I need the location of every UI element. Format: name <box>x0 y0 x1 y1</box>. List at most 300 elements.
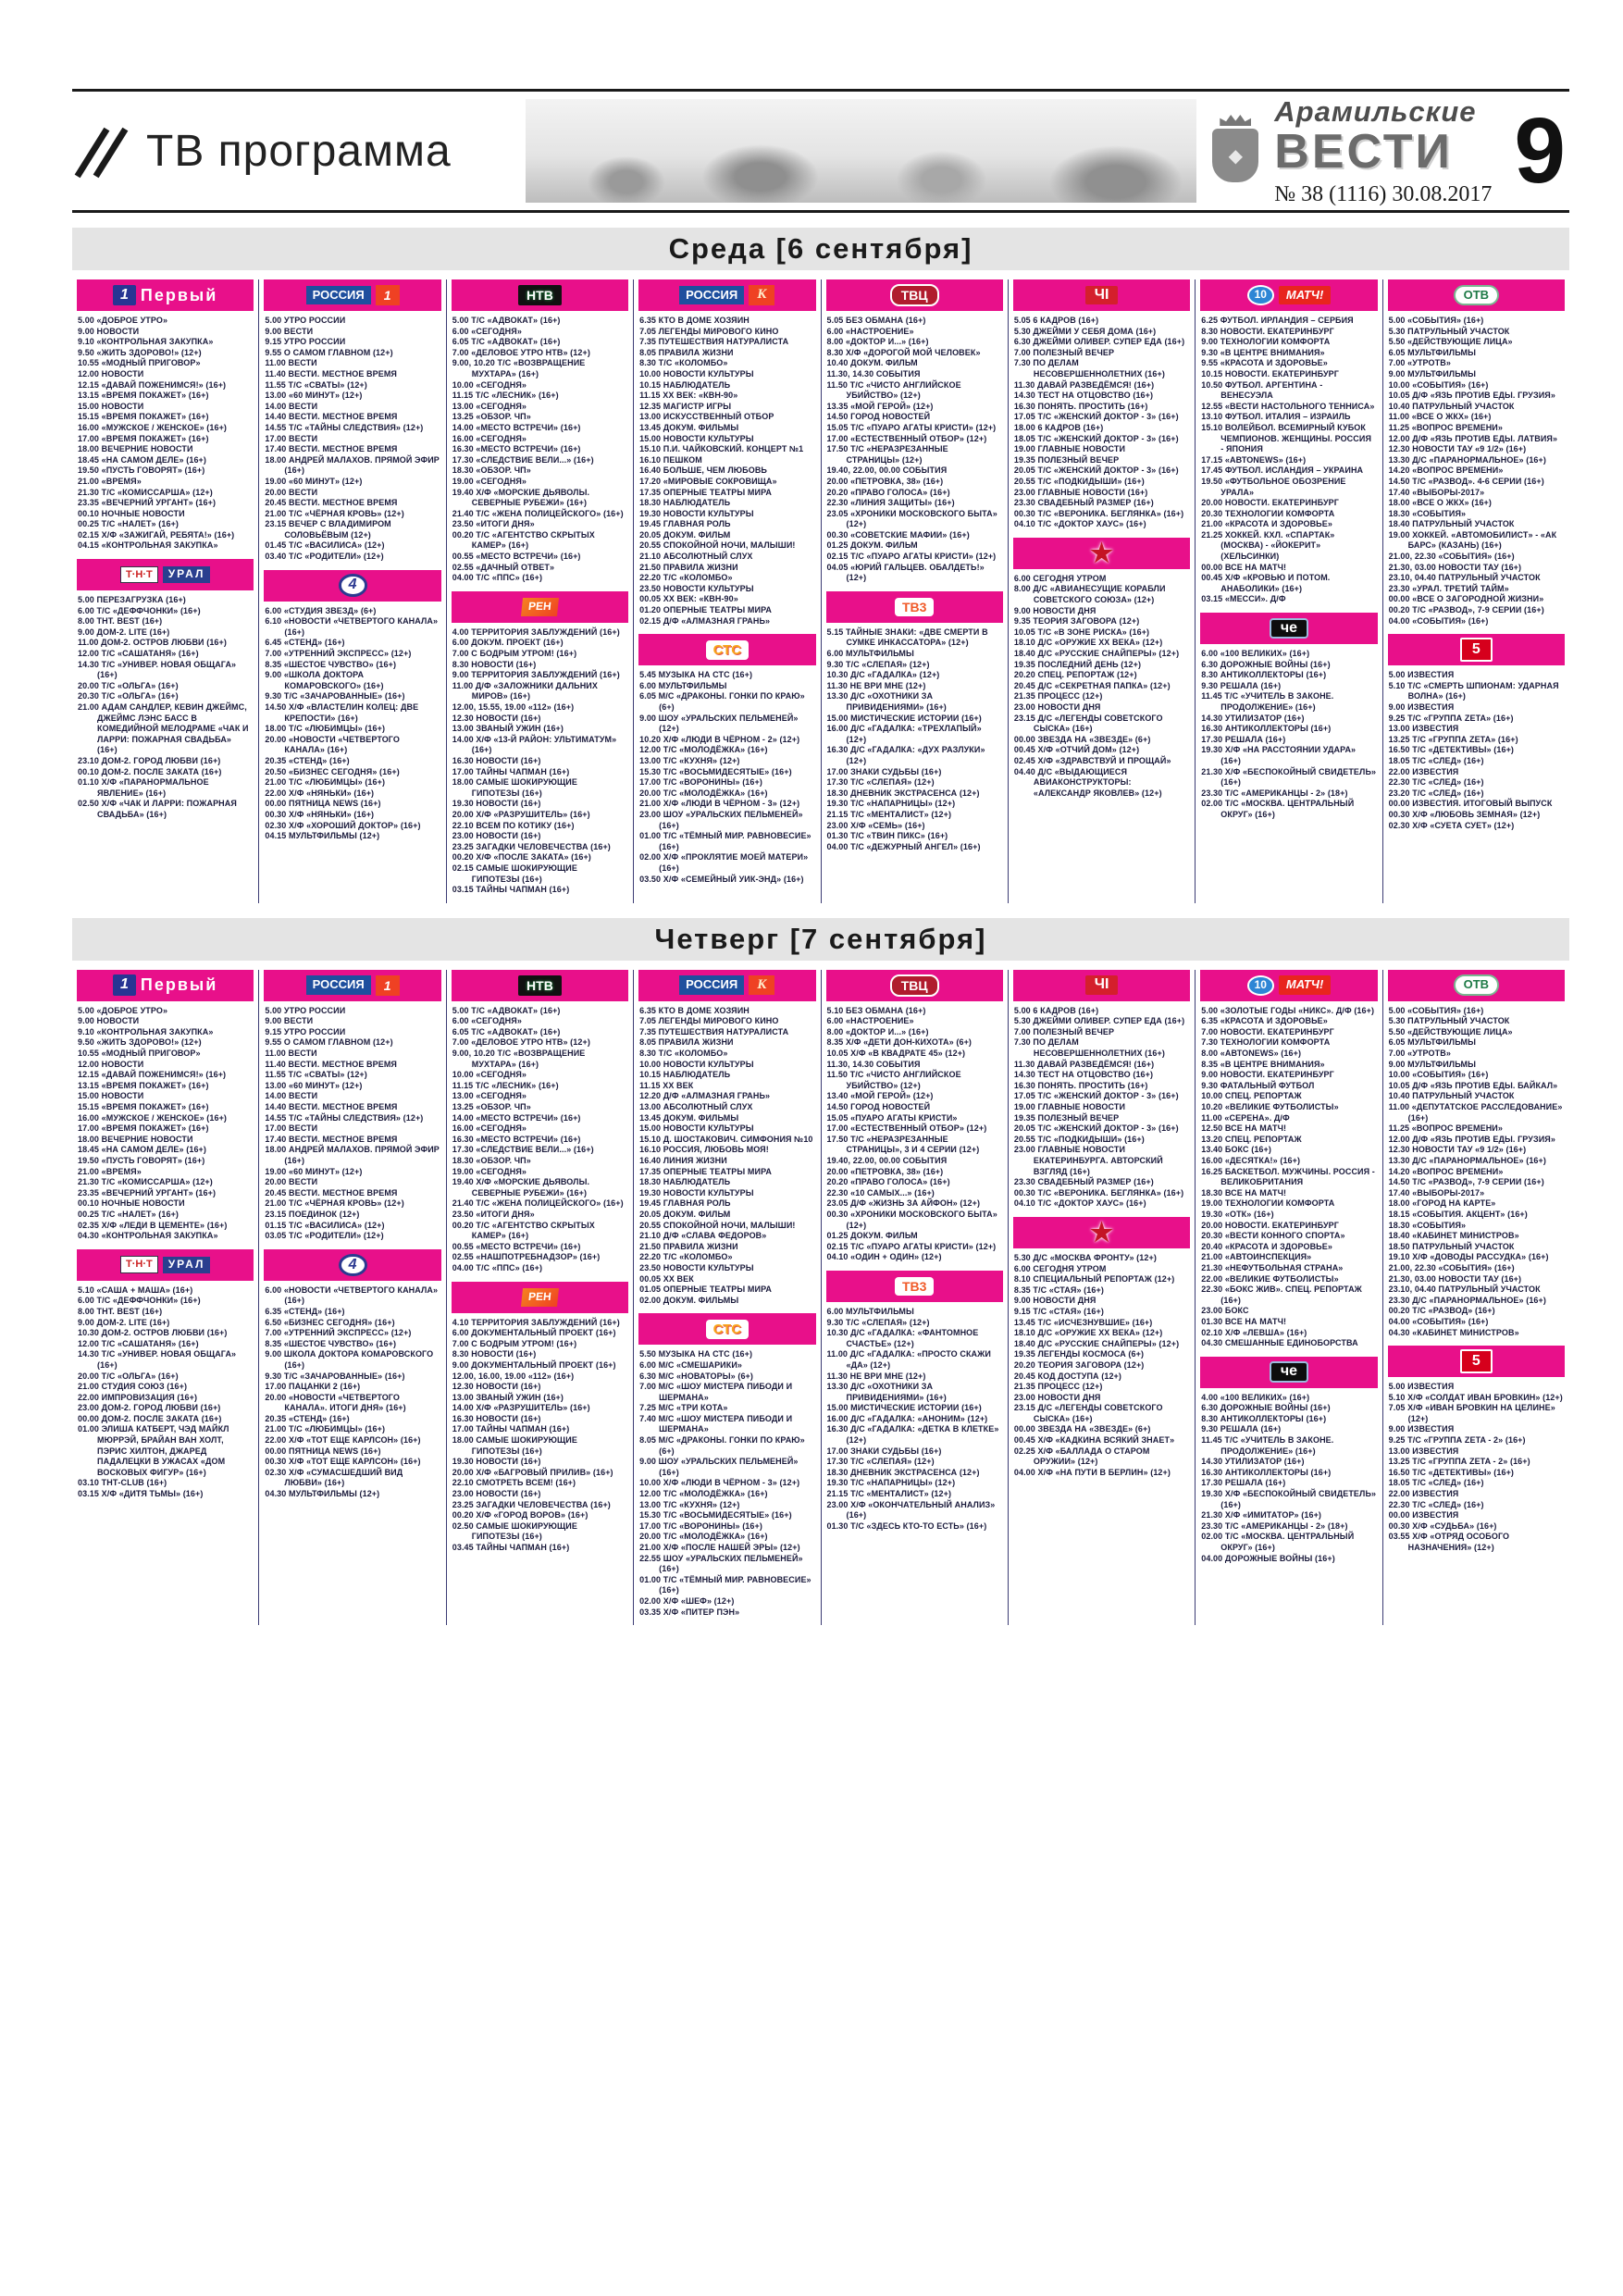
program-listing <box>264 606 440 842</box>
program-entry: 16.30 «МЕСТО ВСТРЕЧИ» (16+) <box>452 444 581 454</box>
program-entry: 02.00 Х/Ф «ШЕФ» (12+) <box>639 1595 735 1606</box>
program-entry: 6.00 ДОКУМЕНТАЛЬНЫЙ ПРОЕКТ (16+) <box>452 1328 616 1338</box>
program-entry: 20.05 Т/С «ЖЕНСКИЙ ДОКТОР - 3» (16+) <box>1013 1123 1179 1134</box>
program-entry: 17.35 ОПЕРНЫЕ ТЕАТРЫ МИРА <box>639 487 772 497</box>
program-entry: 11.15 XX ВЕК <box>639 1080 694 1090</box>
program-entry: 21.30 Х/Ф «БЕСПОКОЙНЫЙ СВИДЕТЕЛЬ» (16+) <box>1201 766 1377 788</box>
program-entry: 00.20 Х/Ф «ГОРОД ВОРОВ» (16+) <box>452 1510 588 1520</box>
program-entry: 16.30 АНТИКОЛЛЕКТОРЫ (16+) <box>1201 1467 1332 1477</box>
program-entry: 14.30 Т/С «УНИВЕР. НОВАЯ ОБЩАГА» (16+) <box>78 659 237 680</box>
program-entry: 5.00 УТРО РОССИИ <box>265 1005 346 1015</box>
program-entry: 19.35 ПОЛЕЗНЫЙ ВЕЧЕР <box>1013 1112 1120 1123</box>
program-listing <box>826 1006 1003 1263</box>
shield-icon: ◆ <box>1212 129 1258 182</box>
program-entry: 15.10 П.И. ЧАЙКОВСКИЙ. КОНЦЕРТ №1 <box>639 444 804 454</box>
program-entry: 13.45 Т/С «ИСЧЕЗНУВШИЕ» (16+) <box>1013 1317 1153 1327</box>
program-entry: 13.00 АБСОЛЮТНЫЙ СЛУХ <box>639 1102 753 1112</box>
program-entry: 14.00 «МЕСТО ВСТРЕЧИ» (16+) <box>452 422 581 432</box>
channel-column <box>821 970 1008 1625</box>
program-entry: 7.25 М/С «ТРИ КОТА» <box>639 1403 728 1413</box>
program-entry: 7.35 ПУТЕШЕСТВИЯ НАТУРАЛИСТА <box>639 337 789 347</box>
program-entry: 13.30 Д/С «ПАРАНОРМАЛЬНОЕ» (16+) <box>1388 454 1546 465</box>
program-listing <box>1013 574 1190 799</box>
program-entry: 14.00 ВЕСТИ <box>265 401 318 411</box>
program-entry: 18.00 «ГОРОД НА КАРТЕ» <box>1388 1198 1496 1209</box>
program-entry: 12.55 «ВЕСТИ НАСТОЛЬНОГО ТЕННИСА» <box>1201 401 1375 411</box>
program-entry: 7.00 С БОДРЫМ УТРОМ! (16+) <box>452 1338 577 1348</box>
program-entry: 17.00 Т/С «ВОРОНИНЫ» (16+) <box>639 777 762 788</box>
program-entry: 9.00 НОВОСТИ <box>78 1016 140 1026</box>
program-entry: 11.40 ВЕСТИ. МЕСТНОЕ ВРЕМЯ <box>265 368 397 379</box>
program-entry: 9.00, 10.20 Т/С «ВОЗВРАЩЕНИЕ МУХТАРА» (16+) <box>452 358 586 379</box>
program-entry: 15.05 «ПУАРО АГАТЫ КРИСТИ» <box>826 1112 958 1123</box>
program-entry: 17.40 «ВЫБОРЫ-2017» <box>1388 487 1485 497</box>
program-listing <box>1388 670 1565 831</box>
program-entry: 22.00 Х/Ф «ТОТ ЕЩЕ КАРЛСОН» (16+) <box>265 1435 421 1446</box>
channel-header <box>826 970 1003 1001</box>
program-entry: 10.05 Х/Ф «В КВАДРАТЕ 45» (12+) <box>826 1049 966 1059</box>
program-entry: 9.00 НОВОСТИ ДНЯ <box>1013 605 1096 615</box>
channel-logo: РОССИЯ <box>306 286 371 305</box>
program-entry: 13.00 «СЕГОДНЯ» <box>452 401 527 411</box>
program-entry: 19.30 НОВОСТИ (16+) <box>452 799 541 809</box>
channel-logo: Т·Н·Т <box>120 1256 158 1273</box>
channel-logo: 1 <box>113 285 136 305</box>
program-entry: 02.25 Х/Ф «БАЛЛАДА О СТАРОМ ОРУЖИИ» (12+) <box>1013 1446 1150 1467</box>
program-entry: 10.00 НОВОСТИ КУЛЬТУРЫ <box>639 368 754 379</box>
channel-section <box>1013 538 1190 799</box>
program-entry: 22.30 «БОКС ЖИВ». СПЕЦ. РЕПОРТАЖ (16+) <box>1201 1285 1362 1305</box>
program-entry: 5.45 МУЗЫКА НА СТС (16+) <box>639 670 753 680</box>
program-listing <box>77 1006 254 1242</box>
program-entry: 14.50 ГОРОД НОВОСТЕЙ <box>826 1102 931 1112</box>
program-entry: 10.15 НОВОСТИ. ЕКАТЕРИНБУРГ <box>1201 368 1339 379</box>
program-entry: 7.35 ПУТЕШЕСТВИЯ НАТУРАЛИСТА <box>639 1026 789 1036</box>
program-entry: 11.00 Д/С «ГАДАЛКА: «ПРОСТО СКАЖИ «ДА» (12+) <box>826 1349 991 1370</box>
program-entry: 02.35 Х/Ф «ЛЕДИ В ЦЕМЕНТЕ» (16+) <box>78 1220 228 1230</box>
program-entry: 19.35 ПОЛЕЗНЫЙ ВЕЧЕР <box>1013 454 1120 465</box>
channel-logo: 5 <box>1460 638 1493 662</box>
program-entry: 13.20 СПЕЦ. РЕПОРТАЖ <box>1201 1134 1302 1144</box>
program-entry: 19.30 Т/С «НАПАРНИЦЫ» (12+) <box>826 799 956 809</box>
program-entry: 18.05 Т/С «ЖЕНСКИЙ ДОКТОР - 3» (16+) <box>1013 433 1179 443</box>
program-entry: 11.45 Т/С «УЧИТЕЛЬ В ЗАКОНЕ. ПРОДОЛЖЕНИЕ» (16+) <box>1201 691 1334 712</box>
program-entry: 19.00 «60 МИНУТ» (12+) <box>265 1166 363 1176</box>
program-entry: 7.00 М/С «ШОУ МИСТЕРА ПИБОДИ И ШЕРМАНА» <box>639 1382 793 1402</box>
program-entry: 11.00 Д/Ф «ЗАЛОЖНИКИ ДАЛЬНИХ МИРОВ» (16+) <box>452 680 598 701</box>
masthead <box>72 89 1569 213</box>
program-entry: 8.00 ТНТ. BEST (16+) <box>78 1306 163 1316</box>
program-entry: 10.00 Х/Ф «ЛЮДИ В ЧЁРНОМ - 3» (12+) <box>639 1478 800 1488</box>
channel-section <box>1013 279 1190 530</box>
program-entry: 11.00 «СЕРЕНА». Д/Ф <box>1201 1112 1290 1123</box>
program-entry: 14.50 Т/С «РАЗВОД», 7-9 СЕРИИ (16+) <box>1388 1177 1544 1187</box>
program-entry: 17.00 Т/С «ВОРОНИНЫ» (16+) <box>639 1520 762 1531</box>
program-entry: 6.05 МУЛЬТФИЛЬМЫ <box>1388 347 1477 357</box>
program-entry: 13.00 «60 МИНУТ» (12+) <box>265 391 363 401</box>
program-listing <box>264 316 440 563</box>
channel-section <box>77 1249 254 1500</box>
program-entry: 9.10 «КОНТРОЛЬНАЯ ЗАКУПКА» <box>78 337 214 347</box>
program-entry: 9.00 ТЕРРИТОРИЯ ЗАБЛУЖДЕНИЙ (16+) <box>452 670 620 680</box>
channel-logo: Т·Н·Т <box>120 566 158 584</box>
program-entry: 01.15 Т/С «ВАСИЛИСА» (12+) <box>265 1220 385 1230</box>
day-section <box>72 918 1569 1625</box>
program-entry: 14.30 ТЕСТ НА ОТЦОВСТВО (16+) <box>1013 1070 1154 1080</box>
program-entry: 10.40 ПАТРУЛЬНЫЙ УЧАСТОК <box>1388 1091 1515 1101</box>
program-entry: 20.00 ВЕСТИ <box>265 1177 318 1187</box>
program-entry: 18.00 ВЕЧЕРНИЕ НОВОСТИ <box>78 444 193 454</box>
program-listing <box>638 1349 815 1618</box>
program-entry: 8.30 Т/С «КОЛОМБО» <box>639 1049 728 1059</box>
program-entry: 5.00 «СОБЫТИЯ» (16+) <box>1388 316 1484 325</box>
program-entry: 8.05 ПРАВИЛА ЖИЗНИ <box>639 347 734 357</box>
channel-logo: ТВЦ <box>890 284 939 306</box>
program-entry: 20.55 СПОКОЙНОЙ НОЧИ, МАЛЫШИ! <box>639 1220 796 1230</box>
program-entry: 6.00 «СЕГОДНЯ» <box>452 1016 522 1026</box>
channel-section <box>1388 634 1565 831</box>
program-entry: 00.45 Х/Ф «КАДКИНА ВСЯКИЙ ЗНАЕТ» <box>1013 1435 1175 1446</box>
program-entry: 18.40 «КАБИНЕТ МИНИСТРОВ» <box>1388 1231 1519 1241</box>
channel-header <box>1388 1346 1565 1377</box>
program-entry: 16.40 БОЛЬШЕ, ЧЕМ ЛЮБОВЬ <box>639 465 767 476</box>
program-entry: 21.25 ХОККЕЙ. КХЛ. «СПАРТАК» (МОСКВА) - «ЙОКЕРИТ» (ХЕЛЬСИНКИ) <box>1201 529 1335 562</box>
channel-header <box>452 279 628 311</box>
program-listing <box>638 1006 815 1307</box>
program-entry: 10.00 «СОБЫТИЯ» (16+) <box>1388 1070 1489 1080</box>
program-entry: 02.55 «ДАЧНЫЙ ОТВЕТ» <box>452 562 555 572</box>
channel-header <box>264 279 440 311</box>
program-entry: 19.40 Х/Ф «МОРСКИЕ ДЬЯВОЛЫ. СЕВЕРНЫЕ РУБЕЖИ» (16+) <box>452 1177 590 1198</box>
channel-header <box>77 970 254 1001</box>
program-entry: 16.25 БАСКЕТБОЛ. МУЖЧИНЫ. РОССИЯ - ВЕЛИКОБРИТАНИЯ <box>1201 1166 1375 1187</box>
program-entry: 17.00 ПАЦАНКИ 2 (16+) <box>265 1382 361 1392</box>
program-entry: 21.30 «НЕФУТБОЛЬНАЯ СТРАНА» <box>1201 1262 1344 1272</box>
program-entry: 19.40 Х/Ф «МОРСКИЕ ДЬЯВОЛЫ. СЕВЕРНЫЕ РУБЕЖИ» (16+) <box>452 487 590 508</box>
program-entry: 22.20 Т/С «КОЛОМБО» <box>639 573 733 583</box>
channel-logo: 10 <box>1247 285 1274 305</box>
channel-header <box>638 279 815 311</box>
program-entry: 02.15 Т/С «ПУАРО АГАТЫ КРИСТИ» (12+) <box>826 552 997 562</box>
channel-logo: НТВ <box>518 285 562 305</box>
channel-section <box>1200 1357 1377 1565</box>
program-entry: 20.00 «НОВОСТИ «ЧЕТВЕРТОГО КАНАЛА» (16+) <box>265 734 400 755</box>
program-entry: 9.25 Т/С «ГРУППА ZETA» (16+) <box>1388 713 1514 723</box>
program-entry: 8.35 «ШЕСТОЕ ЧУВСТВО» (16+) <box>265 659 397 669</box>
program-entry: 13.00 ЗВАНЫЙ УЖИН (16+) <box>452 1392 564 1402</box>
program-entry: 14.00 ВЕСТИ <box>265 1091 318 1101</box>
channel-logo: Первый <box>140 975 218 995</box>
program-entry: 13.00 «СЕГОДНЯ» <box>452 1091 527 1101</box>
program-entry: 11.25 «ВОПРОС ВРЕМЕНИ» <box>1388 422 1503 432</box>
program-entry: 18.40 Д/С «РУССКИЕ СНАЙПЕРЫ» (12+) <box>1013 649 1180 659</box>
program-entry: 17.45 ФУТБОЛ. ИСЛАНДИЯ – УКРАИНА <box>1201 465 1364 476</box>
program-entry: 8.30 Т/С «КОЛОМБО» <box>639 358 728 368</box>
channel-header <box>826 279 1003 311</box>
program-entry: 23.30 Д/С «ПАРАНОРМАЛЬНОЕ» (16+) <box>1388 1295 1546 1305</box>
program-entry: 00.30 Х/Ф «ТОТ ЕЩЕ КАРЛСОН» (16+) <box>265 1457 421 1467</box>
program-listing <box>77 595 254 820</box>
program-entry: 19.00 «СЕГОДНЯ» <box>452 1166 527 1176</box>
program-entry: 21.35 ПРОЦЕСС (12+) <box>1013 1382 1103 1392</box>
program-listing <box>452 1318 628 1554</box>
program-entry: 6.35 КТО В ДОМЕ ХОЗЯИН <box>639 316 750 325</box>
channel-section <box>1388 1346 1565 1554</box>
program-entry: 16.30 Д/С «ГАДАЛКА: «ДУХ РАЗЛУКИ» (12+) <box>826 745 985 765</box>
program-entry: 01.10 Х/Ф «ПАРАНОРМАЛЬНОЕ ЯВЛЕНИЕ» (16+) <box>78 777 209 798</box>
program-entry: 22.00 ИЗВЕСТИЯ <box>1388 766 1459 776</box>
channel-section <box>264 970 440 1242</box>
program-entry: 18.50 ПАТРУЛЬНЫЙ УЧАСТОК <box>1388 1241 1515 1251</box>
program-listing <box>638 316 815 627</box>
program-entry: 23.00 НОВОСТИ ДНЯ <box>1013 1392 1101 1402</box>
program-entry: 17.40 ВЕСТИ. МЕСТНОЕ ВРЕМЯ <box>265 1134 398 1144</box>
program-entry: 01.30 Т/С «ЗДЕСЬ КТО-ТО ЕСТЬ» (16+) <box>826 1520 987 1531</box>
program-entry: 20.00 Т/С «МОЛОДЁЖКА» (16+) <box>639 788 768 798</box>
program-entry: 04.30 «КОНТРОЛЬНАЯ ЗАКУПКА» <box>78 1231 218 1241</box>
program-entry: 02.15 Т/С «ПУАРО АГАТЫ КРИСТИ» (12+) <box>826 1241 997 1251</box>
program-entry: 6.00 Т/С «ДЕФФЧОНКИ» (16+) <box>78 605 201 615</box>
program-entry: 21.00 Х/Ф «ЛЮДИ В ЧЁРНОМ - 3» (12+) <box>639 799 800 809</box>
tv-program-icon <box>78 121 130 180</box>
photo-strip <box>526 99 1196 203</box>
channel-header <box>826 591 1003 623</box>
program-entry: 6.05 Т/С «АДВОКАТ» (16+) <box>452 337 561 347</box>
program-entry: 21.00 «АВТОИНСПЕКЦИЯ» <box>1201 1252 1312 1262</box>
program-entry: 5.10 БЕЗ ОБМАНА (16+) <box>826 1005 926 1015</box>
program-entry: 7.05 ЛЕГЕНДЫ МИРОВОГО КИНО <box>639 1016 779 1026</box>
channel-section <box>826 591 1003 852</box>
program-entry: 03.05 Т/С «РОДИТЕЛИ» (12+) <box>265 1231 384 1241</box>
program-entry: 04.10 «ОДИН + ОДИН» (12+) <box>826 1252 942 1262</box>
channel-header <box>1013 538 1190 569</box>
program-entry: 18.45 «НА САМОМ ДЕЛЕ» (16+) <box>78 1145 206 1155</box>
program-entry: 8.05 ПРАВИЛА ЖИЗНИ <box>639 1037 734 1048</box>
channel-logo: РОССИЯ <box>679 286 744 305</box>
program-entry: 12.00 НОВОСТИ <box>78 368 144 379</box>
program-entry: 23.20 Т/С «СЛЕД» (16+) <box>1388 788 1484 798</box>
channel-header <box>1200 613 1377 644</box>
program-entry: 00.00 ПЯТНИЦА NEWS (16+) <box>265 1446 381 1456</box>
program-listing <box>1013 1253 1190 1478</box>
program-entry: 04.15 МУЛЬТФИЛЬМЫ (12+) <box>265 831 380 841</box>
program-entry: 16.00 «ДЕСЯТКА!» (16+) <box>1201 1156 1301 1165</box>
program-listing <box>264 1285 440 1500</box>
program-entry: 6.00 «НАСТРОЕНИЕ» <box>826 1016 914 1026</box>
channel-header <box>638 970 815 1001</box>
program-entry: 21.35 ПРОЦЕСС (12+) <box>1013 691 1103 701</box>
program-entry: 11.30 ДАВАЙ РАЗВЕДЁМСЯ! (16+) <box>1013 1059 1155 1069</box>
program-listing <box>264 1006 440 1242</box>
channel-section <box>826 1271 1003 1532</box>
program-entry: 00.45 Х/Ф «ОТЧИЙ ДОМ» (12+) <box>1013 745 1140 755</box>
program-entry: 10.50 ФУТБОЛ. АРГЕНТИНА - ВЕНЕСУЭЛА <box>1201 379 1323 401</box>
program-entry: 6.25 ФУТБОЛ. ИРЛАНДИЯ – СЕРБИЯ <box>1201 316 1354 325</box>
program-entry: 5.30 ПАТРУЛЬНЫЙ УЧАСТОК <box>1388 326 1510 336</box>
channel-logo: ЧI <box>1085 286 1119 304</box>
channel-logo: 4 <box>339 1254 367 1276</box>
program-entry: 00.00 ДОМ-2. ПОСЛЕ ЗАКАТА (16+) <box>78 1413 222 1423</box>
program-entry: 8.05 М/С «ДРАКОНЫ. ГОНКИ ПО КРАЮ» (6+) <box>639 1435 805 1456</box>
channel-logo: 1 <box>376 975 400 996</box>
program-entry: 23.30 СВАДЕБНЫЙ РАЗМЕР (16+) <box>1013 498 1154 508</box>
program-listing <box>638 670 815 885</box>
program-entry: 18.00 Т/С «ЛЮБИМЦЫ» (16+) <box>265 724 386 734</box>
program-entry: 14.30 УТИЛИЗАТОР (16+) <box>1201 713 1305 723</box>
channel-column <box>446 970 633 1625</box>
program-entry: 23.25 ЗАГАДКИ ЧЕЛОВЕЧЕСТВА (16+) <box>452 841 611 851</box>
program-entry: 23.50 НОВОСТИ КУЛЬТУРЫ <box>639 1262 754 1272</box>
program-listing <box>77 316 254 552</box>
program-entry: 04.00 Т/С «ППС» (16+) <box>452 1262 543 1272</box>
program-entry: 7.00 «ДЕЛОВОЕ УТРО НТВ» (12+) <box>452 347 590 357</box>
program-entry: 00.55 «МЕСТО ВСТРЕЧИ» (16+) <box>452 1241 581 1251</box>
program-entry: 17.50 Т/С «НЕРАЗРЕЗАННЫЕ СТРАНИЦЫ», 3 И 4 СЕРИИ (12+) <box>826 1134 980 1155</box>
program-entry: 00.20 Т/С «АГЕНТСТВО СКРЫТЫХ КАМЕР» (16+) <box>452 1220 595 1241</box>
program-entry: 9.00 ВЕСТИ <box>265 326 314 336</box>
program-entry: 20.35 «СТЕНД» (16+) <box>265 1413 350 1423</box>
program-entry: 22.10 СМОТРЕТЬ ВСЕМ! (16+) <box>452 1478 576 1488</box>
program-entry: 02.30 Х/Ф «ХОРОШИЙ ДОКТОР» (16+) <box>265 820 421 830</box>
program-entry: 00.45 Х/Ф «КРОВЬЮ И ПОТОМ. АНАБОЛИКИ» (16+) <box>1201 573 1331 593</box>
channel-header <box>77 1249 254 1281</box>
program-entry: 16.30 «МЕСТО ВСТРЕЧИ» (16+) <box>452 1134 581 1144</box>
program-entry: 19.45 ГЛАВНАЯ РОЛЬ <box>639 1198 731 1209</box>
program-entry: 5.00 ИЗВЕСТИЯ <box>1388 1382 1455 1392</box>
program-entry: 20.30 Т/С «ОЛЬГА» (16+) <box>78 691 179 701</box>
program-entry: 20.00 ВЕСТИ <box>265 487 318 497</box>
program-entry: 20.05 Т/С «ЖЕНСКИЙ ДОКТОР - 3» (16+) <box>1013 465 1179 476</box>
program-entry: 23.05 «ХРОНИКИ МОСКОВСКОГО БЫТА» (12+) <box>826 508 997 529</box>
program-entry: 23.00 БОКС <box>1201 1306 1249 1316</box>
program-entry: 5.50 МУЗЫКА НА СТС (16+) <box>639 1349 753 1359</box>
program-entry: 5.10 Х/Ф «СОЛДАТ ИВАН БРОВКИН» (12+) <box>1388 1392 1563 1402</box>
program-entry: 13.00 «60 МИНУТ» (12+) <box>265 1080 363 1090</box>
channel-header <box>1013 1217 1190 1248</box>
program-entry: 13.00 Т/С «КУХНЯ» (12+) <box>639 1499 740 1509</box>
program-entry: 11.30, 14.30 СОБЫТИЯ <box>826 1059 921 1069</box>
program-entry: 17.30 «СЛЕДСТВИЕ ВЕЛИ...» (16+) <box>452 1145 594 1155</box>
program-entry: 04.05 «ЮРИЙ ГАЛЬЦЕВ. ОБАЛДЕТЬ!» (12+) <box>826 562 985 583</box>
program-entry: 16.00 Д/С «ГАДАЛКА: «АНОНИМ» (12+) <box>826 1413 988 1423</box>
program-entry: 21.00 Т/С «ЛЮБИМЦЫ» (16+) <box>265 1424 386 1434</box>
program-entry: 23.30 «УРАЛ. ТРЕТИЙ ТАЙМ» <box>1388 583 1509 593</box>
channel-logo: МАТЧ! <box>1279 975 1331 995</box>
program-entry: 20.00 «ПЕТРОВКА, 38» (16+) <box>826 1166 944 1176</box>
program-entry: 00.00 ВСЕ НА МАТЧ! <box>1201 562 1287 572</box>
program-entry: 19.50 «ПУСТЬ ГОВОРЯТ» (16+) <box>78 1156 205 1165</box>
program-entry: 18.00 АНДРЕЙ МАЛАХОВ. ПРЯМОЙ ЭФИР (16+) <box>265 454 440 476</box>
program-entry: 8.30 АНТИКОЛЛЕКТОРЫ (16+) <box>1201 1413 1327 1423</box>
program-entry: 6.30 ДОРОЖНЫЕ ВОЙНЫ (16+) <box>1201 1403 1331 1413</box>
program-entry: 21.00 «ВРЕМЯ» <box>78 476 142 486</box>
program-entry: 16.10 РОССИЯ, ЛЮБОВЬ МОЯ! <box>639 1145 769 1155</box>
program-entry: 11.50 Т/С «ЧИСТО АНГЛИЙСКОЕ УБИЙСТВО» (12+) <box>826 1070 961 1090</box>
program-entry: 12.15 «ДАВАЙ ПОЖЕНИМСЯ!» (16+) <box>78 379 227 390</box>
program-entry: 20.35 «СТЕНД» (16+) <box>265 755 350 765</box>
program-entry: 23.00 ГЛАВНЫЕ НОВОСТИ ЕКАТЕРИНБУРГА. АВТОРСКИЙ ВЗГЛЯД (16+) <box>1013 1145 1163 1176</box>
program-entry: 9.55 «КРАСОТА И ЗДОРОВЬЕ» <box>1201 358 1328 368</box>
program-entry: 18.30 ВСЕ НА МАТЧ! <box>1201 1187 1287 1198</box>
program-entry: 18.30 «СОБЫТИЯ» <box>1388 1220 1467 1230</box>
program-entry: 19.30 Х/Ф «НА РАССТОЯНИИ УДАРА» (16+) <box>1201 745 1357 765</box>
program-entry: 10.55 «МОДНЫЙ ПРИГОВОР» <box>78 358 201 368</box>
program-listing <box>1013 316 1190 530</box>
program-listing <box>77 1285 254 1500</box>
program-entry: 9.00 ИЗВЕСТИЯ <box>1388 702 1455 712</box>
program-entry: 23.00 ГЛАВНЫЕ НОВОСТИ (16+) <box>1013 487 1148 497</box>
program-entry: 17.00 ТАЙНЫ ЧАПМАН (16+) <box>452 1424 570 1434</box>
program-entry: 01.25 ДОКУМ. ФИЛЬМ <box>826 540 918 551</box>
program-entry: 03.15 ТАЙНЫ ЧАПМАН (16+) <box>452 885 570 895</box>
program-entry: 19.00 ГЛАВНЫЕ НОВОСТИ <box>1013 444 1126 454</box>
program-entry: 00.30 Х/Ф «ЛЮБОВЬ ЗЕМНАЯ» (12+) <box>1388 809 1541 819</box>
program-entry: 11.55 Т/С «СВАТЫ» (12+) <box>265 1070 367 1080</box>
program-entry: 00.30 Т/С «ВЕРОНИКА. БЕГЛЯНКА» (16+) <box>1013 1187 1184 1198</box>
program-entry: 7.00 «УТРЕННИЙ ЭКСПРЕСС» (12+) <box>265 1328 412 1338</box>
program-entry: 20.45 Д/С «СЕКРЕТНАЯ ПАПКА» (12+) <box>1013 680 1171 690</box>
program-entry: 19.00 ТЕХНОЛОГИИ КОМФОРТА <box>1201 1198 1335 1209</box>
channel-column <box>821 279 1008 903</box>
channel-header <box>1388 970 1565 1001</box>
program-entry: 18.00 «ВСЕ О ЖКХ» (16+) <box>1388 498 1493 508</box>
channel-section <box>826 970 1003 1263</box>
program-entry: 23.35 «ВЕЧЕРНИЙ УРГАНТ» (16+) <box>78 1187 217 1198</box>
channel-column <box>258 970 445 1625</box>
program-entry: 4.00 ТЕРРИТОРИЯ ЗАБЛУЖДЕНИЙ (16+) <box>452 627 620 637</box>
program-entry: 02.10 Х/Ф «ЛЕВША» (16+) <box>1201 1327 1307 1337</box>
program-entry: 14.50 ГОРОД НОВОСТЕЙ <box>826 412 931 422</box>
program-entry: 20.55 СПОКОЙНОЙ НОЧИ, МАЛЫШИ! <box>639 540 796 551</box>
program-entry: 10.00 СПЕЦ. РЕПОРТАЖ <box>1201 1091 1302 1101</box>
program-entry: 15.30 Т/С «ВОСЬМИДЕСЯТЫЕ» (16+) <box>639 766 792 776</box>
program-entry: 18.30 «ОБЗОР. ЧП» <box>452 1156 531 1165</box>
program-entry: 13.30 Д/С «ОХОТНИКИ ЗА ПРИВИДЕНИЯМИ» (16+) <box>826 1382 947 1402</box>
program-entry: 17.00 «ЕСТЕСТВЕННЫЙ ОТБОР» (12+) <box>826 1123 987 1134</box>
program-entry: 23.15 ПОЕДИНОК (12+) <box>265 1209 360 1219</box>
program-entry: 19.00 «60 МИНУТ» (12+) <box>265 476 363 486</box>
program-entry: 17.00 ВЕСТИ <box>265 1123 318 1134</box>
program-entry: 15.10 ВОЛЕЙБОЛ. ВСЕМИРНЫЙ КУБОК ЧЕМПИОНОВ. ЖЕНЩИНЫ. РОССИЯ - ЯПОНИЯ <box>1201 422 1372 454</box>
program-entry: 00.00 ИЗВЕСТИЯ. ИТОГОВЫЙ ВЫПУСК <box>1388 799 1553 809</box>
program-entry: 01.45 Т/С «ВАСИЛИСА» (12+) <box>265 540 385 551</box>
channel-logo: РЕН <box>521 1288 559 1307</box>
program-entry: 7.00 «УТРЕННИЙ ЭКСПРЕСС» (12+) <box>265 649 412 659</box>
newspaper-logo <box>1274 94 1493 206</box>
program-entry: 6.00 МУЛЬТФИЛЬМЫ <box>826 649 914 659</box>
program-entry: 12.00, 15.55, 19.00 «112» (16+) <box>452 702 575 712</box>
program-entry: 18.45 «НА САМОМ ДЕЛЕ» (16+) <box>78 454 206 465</box>
program-entry: 00.10 НОЧНЫЕ НОВОСТИ <box>78 508 185 518</box>
channel-section <box>1013 970 1190 1210</box>
program-listing <box>1388 1382 1565 1554</box>
channel-header <box>264 570 440 602</box>
issue-number: № 38 (1116) 30.08.2017 <box>1274 181 1493 206</box>
program-entry: 14.20 «ВОПРОС ВРЕМЕНИ» <box>1388 465 1504 476</box>
program-entry: 18.30 ДНЕВНИК ЭКСТРАСЕНСА (12+) <box>826 1467 980 1477</box>
program-entry: 16.30 НОВОСТИ (16+) <box>452 1413 541 1423</box>
program-entry: 18.00 АНДРЕЙ МАЛАХОВ. ПРЯМОЙ ЭФИР (16+) <box>265 1145 440 1165</box>
channel-header <box>1013 970 1190 1001</box>
program-entry: 03.40 Т/С «РОДИТЕЛИ» (12+) <box>265 552 384 562</box>
program-entry: 23.10, 04.40 ПАТРУЛЬНЫЙ УЧАСТОК <box>1388 1285 1541 1295</box>
program-entry: 03.15 «МЕССИ». Д/Ф <box>1201 594 1286 604</box>
program-entry: 22.30 «10 САМЫХ...» (16+) <box>826 1187 935 1198</box>
channel-header <box>1200 1357 1377 1388</box>
program-entry: 21.00 Т/С «ЧЁРНАЯ КРОВЬ» (12+) <box>265 508 404 518</box>
program-entry: 10.00 «СОБЫТИЯ» (16+) <box>1388 379 1489 390</box>
channel-header <box>77 559 254 590</box>
